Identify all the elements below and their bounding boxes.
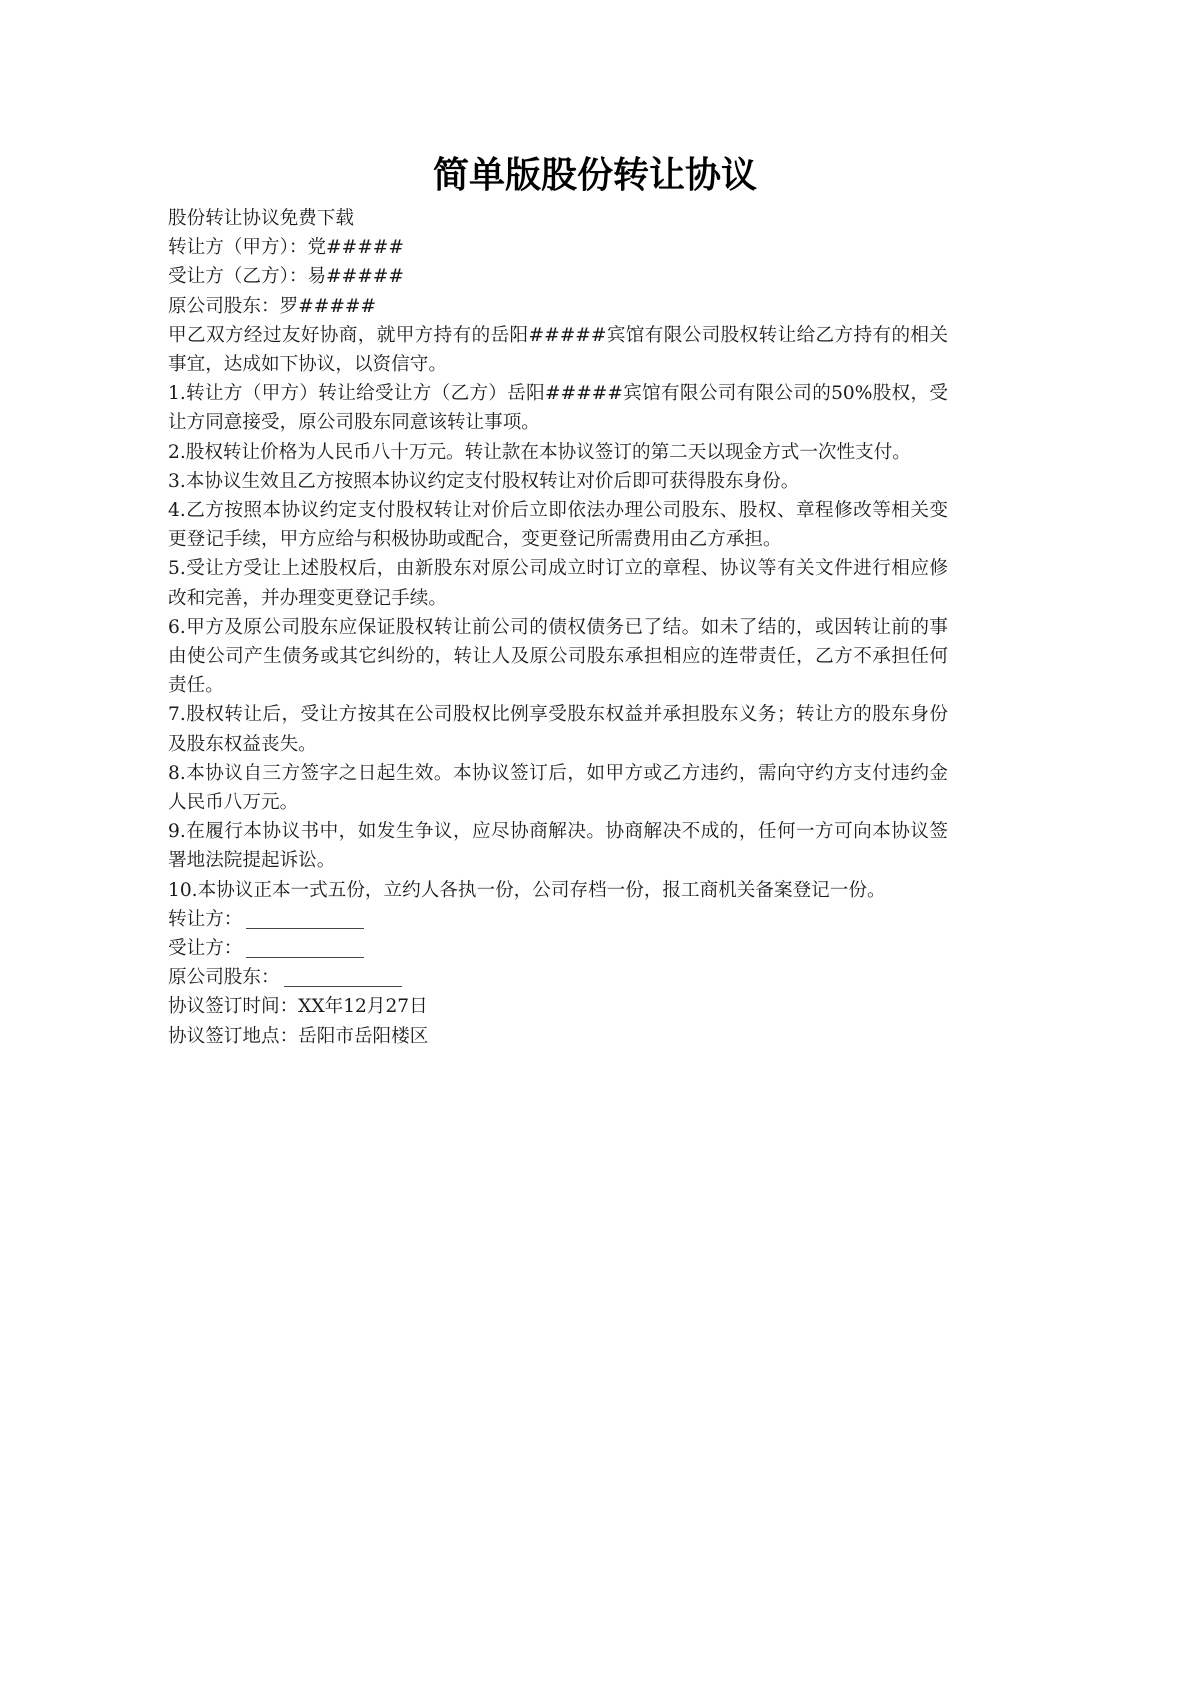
signature-original-shareholder [168,963,948,992]
clause-9: 9.在履行本协议书中，如发生争议，应尽协商解决。协商解决不成的，任何一方可向本协议签署地法院提起诉讼。 [168,821,948,872]
document-subtitle: 股份转让协议免费下载 [168,208,354,229]
document-title: 简单版股份转让协议 [432,155,757,196]
preamble-paragraph: 甲乙双方经过友好协商，就甲方持有的岳阳#####宾馆有限公司股权转让给乙方持有的相关事宜，达成如下协议，以资信守。 [168,324,948,376]
party-original-shareholder: 原公司股东：罗##### [168,295,377,317]
party-transferee: 受让方（乙方）：易##### [168,266,404,288]
signature-transferor-label: 转让方： [168,908,243,930]
clause-4: 4.乙方按照本协议约定支付股权转让对价后立即依法办理公司股东、股权、章程修改等相关变更登记手续，甲方应给与积极协助或配合，变更登记所需费用由乙方承担。 [168,500,948,551]
signature-transferee [168,934,948,963]
signature-transferor-blank [246,927,364,929]
clause-7: 7.股权转让后，受让方按其在公司股权比例享受股东权益并承担股东义务；转让方的股东身份及股东权益丧失。 [168,704,948,755]
signature-transferor [168,905,948,934]
signature-original-shareholder-blank [284,985,402,987]
signing-place: 协议签订地点：岳阳市岳阳楼区 [168,1025,429,1047]
signing-date: 协议签订时间：XX年12月27日 [168,996,428,1018]
document-body [168,204,948,1051]
clause-1: 1.转让方（甲方）转让给受让方（乙方）岳阳#####宾馆有限公司有限公司的50%股权，受让方同意接受，原公司股东同意该转让事项。 [168,383,948,434]
clause-2: 2.股权转让价格为人民币八十万元。转让款在本协议签订的第二天以现金方式一次性支付。 [168,441,911,463]
signature-original-shareholder-label: 原公司股东： [168,967,280,989]
clause-10: 10.本协议正本一式五份，立约人各执一份，公司存档一份，报工商机关备案登记一份。 [168,879,886,901]
clause-5: 5.受让方受让上述股权后，由新股东对原公司成立时订立的章程、协议等有关文件进行相应修改和完善，并办理变更登记手续。 [168,558,948,609]
clause-8: 8.本协议自三方签字之日起生效。本协议签订后，如甲方或乙方违约，需向守约方支付违约金人民币八万元。 [168,762,948,814]
signature-transferee-blank [246,956,364,958]
signature-transferee-label: 受让方： [168,938,243,960]
clause-6: 6.甲方及原公司股东应保证股权转让前公司的债权债务已了结。如未了结的，或因转让前的事由使公司产生债务或其它纠纷的，转让人及原公司股东承担相应的连带责任，乙方不承担任何责任。 [168,616,948,697]
party-transferor: 转让方（甲方）：党##### [168,237,404,259]
clause-3: 3.本协议生效且乙方按照本协议约定支付股权转让对价后即可获得股东身份。 [168,470,800,492]
